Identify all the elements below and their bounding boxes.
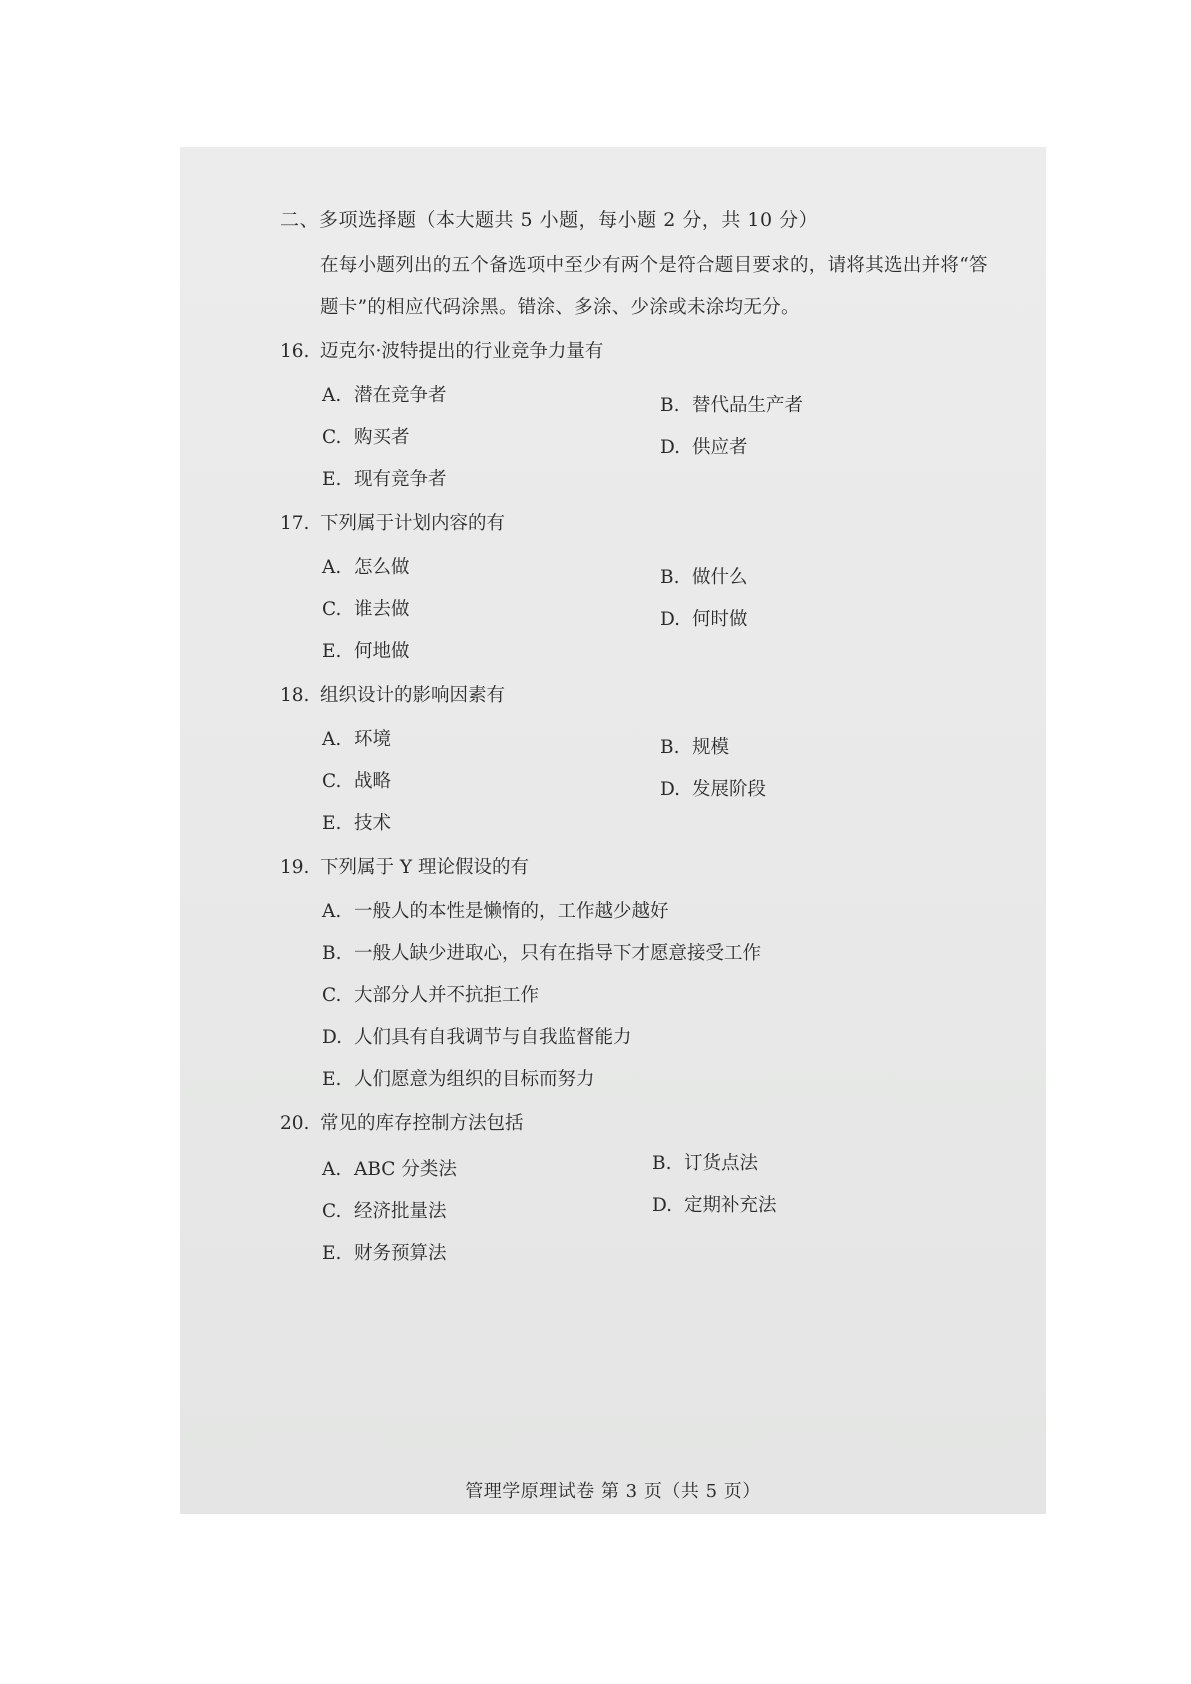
question-17-stem xyxy=(280,509,505,535)
question-19-option-e: E. 人们愿意为组织的目标而努力 xyxy=(322,1069,595,1090)
question-19-option-a: A. 一般人的本性是懒惰的，工作越少越好 xyxy=(322,901,669,922)
question-19-option-c: C. 大部分人并不抗拒工作 xyxy=(322,985,540,1006)
section-instruction-line1: 在每小题列出的五个备选项中至少有两个是符合题目要求的，请将其选出并将“答 xyxy=(320,255,988,276)
question-number: 19. xyxy=(280,857,310,878)
question-17-option-c: C. 谁去做 xyxy=(322,599,410,620)
exam-page xyxy=(180,147,1046,1514)
question-16-stem xyxy=(280,337,603,363)
question-19-option-d: D. 人们具有自我调节与自我监督能力 xyxy=(322,1027,632,1048)
question-number: 20. xyxy=(280,1113,310,1134)
question-number: 18. xyxy=(280,685,310,706)
question-20-option-a: A. ABC 分类法 xyxy=(322,1159,457,1180)
question-text: 下列属于 Y 理论假设的有 xyxy=(320,857,529,878)
question-20-option-c: C. 经济批量法 xyxy=(322,1201,447,1222)
question-18-option-c: C. 战略 xyxy=(322,771,392,792)
question-16-option-b: B. 替代品生产者 xyxy=(660,395,804,416)
question-16-option-a: A. 潜在竞争者 xyxy=(322,385,447,406)
question-text: 组织设计的影响因素有 xyxy=(320,685,506,706)
question-20-option-e: E. 财务预算法 xyxy=(322,1243,447,1264)
question-text: 下列属于计划内容的有 xyxy=(320,513,506,534)
question-20-stem xyxy=(280,1109,524,1135)
question-18-stem xyxy=(280,681,505,707)
question-20-option-b: B. 订货点法 xyxy=(652,1153,759,1174)
question-text: 迈克尔·波特提出的行业竞争力量有 xyxy=(320,341,604,362)
question-17-option-b: B. 做什么 xyxy=(660,567,748,588)
section-title: 二、多项选择题（本大题共 5 小题，每小题 2 分，共 10 分） xyxy=(280,209,819,231)
section-instruction-line2: 题卡”的相应代码涂黑。错涂、多涂、少涂或未涂均无分。 xyxy=(320,297,800,318)
page-footer: 管理学原理试卷 第 3 页（共 5 页） xyxy=(465,1481,761,1502)
question-text: 常见的库存控制方法包括 xyxy=(320,1113,524,1134)
question-18-option-e: E. 技术 xyxy=(322,813,392,834)
question-19-stem xyxy=(280,853,529,879)
question-17-option-e: E. 何地做 xyxy=(322,641,410,662)
question-18-option-a: A. 环境 xyxy=(322,729,392,750)
question-16-option-c: C. 购买者 xyxy=(322,427,410,448)
question-number: 17. xyxy=(280,513,310,534)
question-17-option-a: A. 怎么做 xyxy=(322,557,410,578)
question-16-option-e: E. 现有竞争者 xyxy=(322,469,447,490)
question-19-option-b: B. 一般人缺少进取心，只有在指导下才愿意接受工作 xyxy=(322,943,762,964)
question-17-option-d: D. 何时做 xyxy=(660,609,748,630)
question-20-option-d: D. 定期补充法 xyxy=(652,1195,777,1216)
question-18-option-d: D. 发展阶段 xyxy=(660,779,767,800)
question-number: 16. xyxy=(280,341,310,362)
question-16-option-d: D. 供应者 xyxy=(660,437,748,458)
question-18-option-b: B. 规模 xyxy=(660,737,730,758)
